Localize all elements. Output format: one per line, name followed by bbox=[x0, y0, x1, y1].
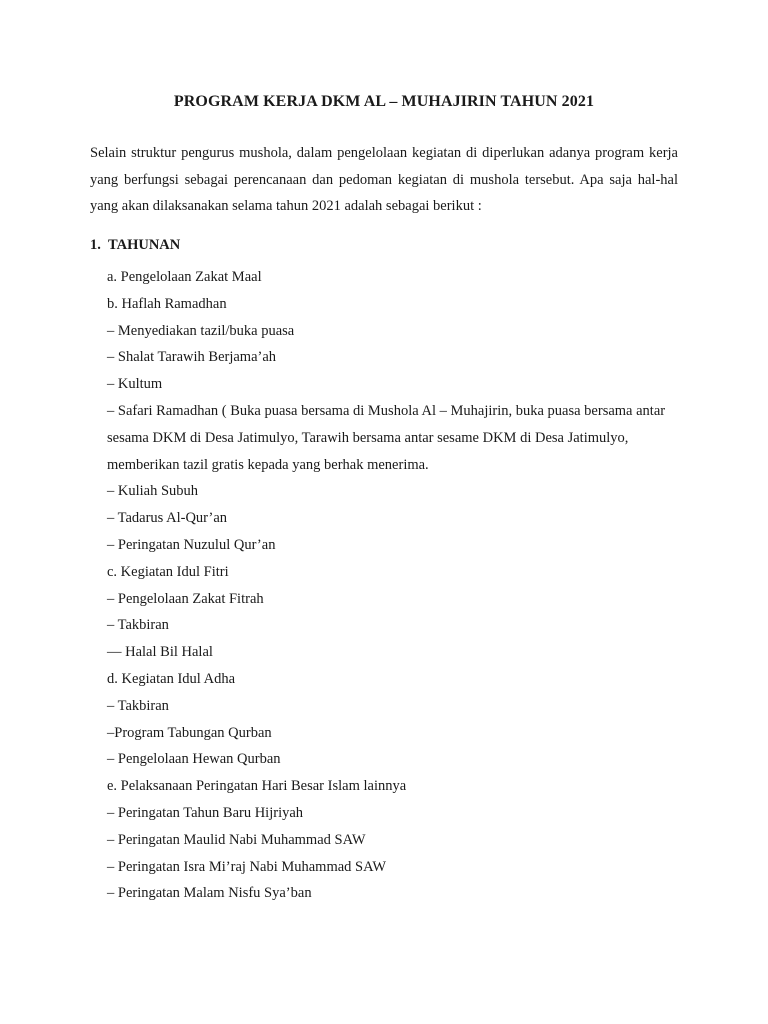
list-item: c. Kegiatan Idul Fitri bbox=[107, 563, 229, 580]
list-item: – Tadarus Al-Qur’an bbox=[107, 510, 228, 527]
document-title: PROGRAM KERJA DKM AL – MUHAJIRIN TAHUN 2021 bbox=[173, 93, 595, 110]
list-item: – Pengelolaan Hewan Qurban bbox=[107, 751, 281, 768]
section-number: 1. bbox=[90, 237, 101, 253]
list-item: – Shalat Tarawih Berjama’ah bbox=[107, 349, 277, 366]
list-item: – Peringatan Tahun Baru Hijriyah bbox=[107, 804, 304, 821]
program-list bbox=[107, 264, 682, 907]
section-heading bbox=[90, 237, 180, 254]
list-item: – Menyediakan tazil/buka puasa bbox=[107, 322, 295, 339]
list-item: – Takbiran bbox=[107, 617, 169, 634]
section-title: TAHUNAN bbox=[108, 237, 181, 253]
intro-paragraph bbox=[90, 140, 678, 220]
list-item: d. Kegiatan Idul Adha bbox=[107, 670, 236, 687]
list-item: – Pengelolaan Zakat Fitrah bbox=[107, 590, 264, 607]
list-item: – Kuliah Subuh bbox=[107, 483, 199, 500]
list-item: a. Pengelolaan Zakat Maal bbox=[107, 269, 262, 285]
list-item: – Kultum bbox=[107, 376, 163, 393]
list-item: –Program Tabungan Qurban bbox=[107, 724, 272, 741]
list-item: — Halal Bil Halal bbox=[107, 644, 213, 661]
list-item: – Peringatan Nuzulul Qur’an bbox=[107, 536, 276, 553]
list-item: – Peringatan Isra Mi’raj Nabi Muhammad SAW bbox=[107, 858, 387, 875]
list-item: – Peringatan Maulid Nabi Muhammad SAW bbox=[107, 831, 366, 848]
intro-text: Selain struktur pengurus mushola, dalam pengelolaan kegiatan di diperlukan adanya program kerja yang berfungsi sebagai perencanaan dan pedoman kegiatan di mushola tersebut. Apa saja hal-hal yang akan dilaksanakan selama tahun 2021 adalah sebagai berikut : bbox=[90, 145, 678, 214]
list-item: – Peringatan Malam Nisfu Sya’ban bbox=[107, 885, 312, 902]
list-item: b. Haflah Ramadhan bbox=[107, 295, 227, 312]
list-item: – Takbiran bbox=[107, 697, 169, 714]
list-item: e. Pelaksanaan Peringatan Hari Besar Islam lainnya bbox=[107, 778, 407, 795]
list-item: – Safari Ramadhan ( Buka puasa bersama di Mushola Al – Muhajirin, buka puasa bersama antar sesama DKM di Desa Jatimulyo, Tarawih bersama antar sesame DKM di Desa Jatimulyo, memberikan tazil gratis kepada yang berhak menerima. bbox=[107, 402, 666, 473]
